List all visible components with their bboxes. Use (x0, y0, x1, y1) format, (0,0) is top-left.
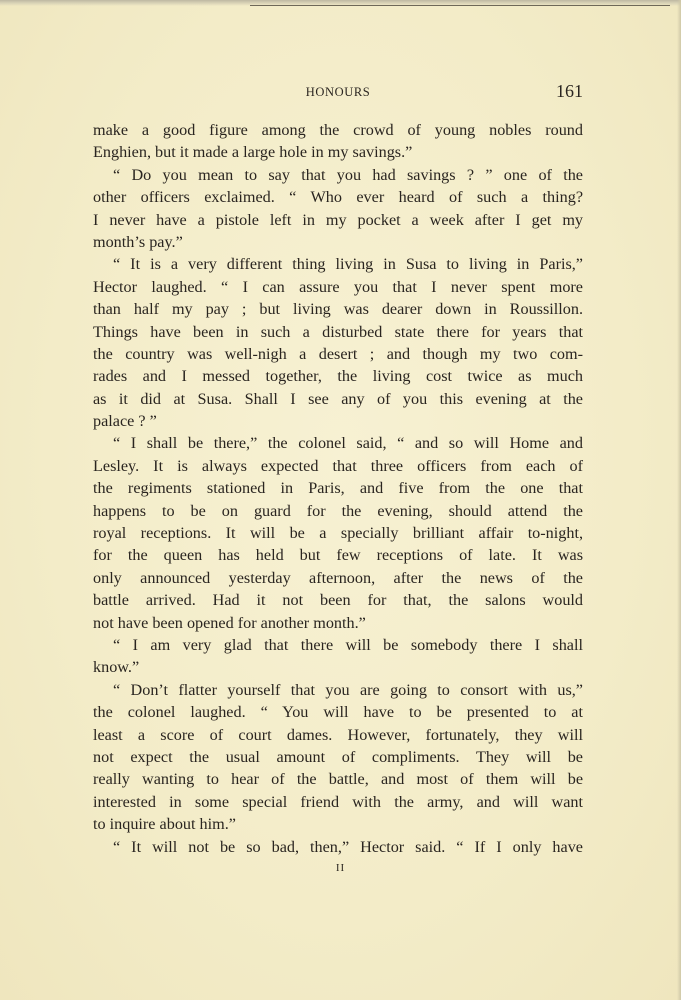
text-line: make a good figure among the crowd of young nobles round (93, 121, 583, 139)
text-line: rades and I messed together, the living cost twice as much (93, 367, 583, 386)
text-line: the colonel laughed. “ You will have to be presented to at (93, 703, 583, 722)
text-line: month’s pay.” (93, 232, 183, 251)
text-line: not expect the usual amount of compliments. They will be (93, 747, 583, 766)
text-line: “ It will not be so bad, then,” Hector said. “ If I only have (113, 837, 583, 856)
text-line: the regiments stationed in Paris, and five from the one that (93, 479, 583, 498)
signature-mark: II (335, 862, 346, 874)
text-line: palace ? ” (93, 412, 157, 431)
text-line: “ Do you mean to say that you had savings ? ” one of the (113, 165, 583, 184)
text-line: as it did at Susa. Shall I see any of you this evening at the (93, 389, 583, 408)
top-rule-line (250, 5, 670, 6)
running-title: HONOURS (305, 85, 371, 99)
text-line: Things have been in such a disturbed state there for years that (93, 322, 583, 341)
text-line: to inquire about him.” (93, 815, 236, 834)
text-line: royal receptions. It will be a specially brilliant affair to-night, (93, 524, 583, 543)
text-line: Lesley. It is always expected that three officers from each of (93, 456, 583, 475)
text-line: “ Don’t flatter yourself that you are going to consort with us,” (113, 680, 583, 699)
text-line: other officers exclaimed. “ Who ever heard of such a thing? (93, 188, 583, 207)
text-line: “ It is a very different thing living in Susa to living in Paris,” (113, 255, 583, 274)
text-line: know.” (93, 658, 140, 677)
text-line: the country was well-nigh a desert ; and though my two com- (93, 344, 583, 363)
text-line: not have been opened for another month.” (93, 613, 366, 632)
text-line: really wanting to hear of the battle, and most of them will be (93, 770, 583, 789)
text-line: battle arrived. Had it not been for that, the salons would (93, 591, 583, 610)
text-line: only announced yesterday afternoon, after the news of the (93, 568, 583, 587)
running-head (93, 83, 583, 105)
text-line: happens to be on guard for the evening, should attend the (93, 501, 583, 520)
text-line: “ I shall be there,” the colonel said, “ and so will Home and (113, 434, 583, 453)
body-text (93, 119, 583, 858)
page-number: 161 (556, 81, 583, 101)
text-line: “ I am very glad that there will be somebody there I shall (113, 635, 583, 654)
text-line: Enghien, but it made a large hole in my savings.” (93, 143, 413, 162)
text-line: I never have a pistole left in my pocket a week after I get my (93, 210, 583, 229)
page-right-edge (677, 0, 681, 1000)
text-line: for the queen has held but few receptions of late. It was (93, 546, 583, 565)
text-line: than half my pay ; but living was dearer down in Roussillon. (93, 300, 583, 319)
text-line: Hector laughed. “ I can assure you that I never spent more (93, 277, 583, 296)
text-line: interested in some special friend with the army, and will want (93, 792, 583, 811)
text-line: least a score of court dames. However, fortunately, they will (93, 725, 583, 744)
